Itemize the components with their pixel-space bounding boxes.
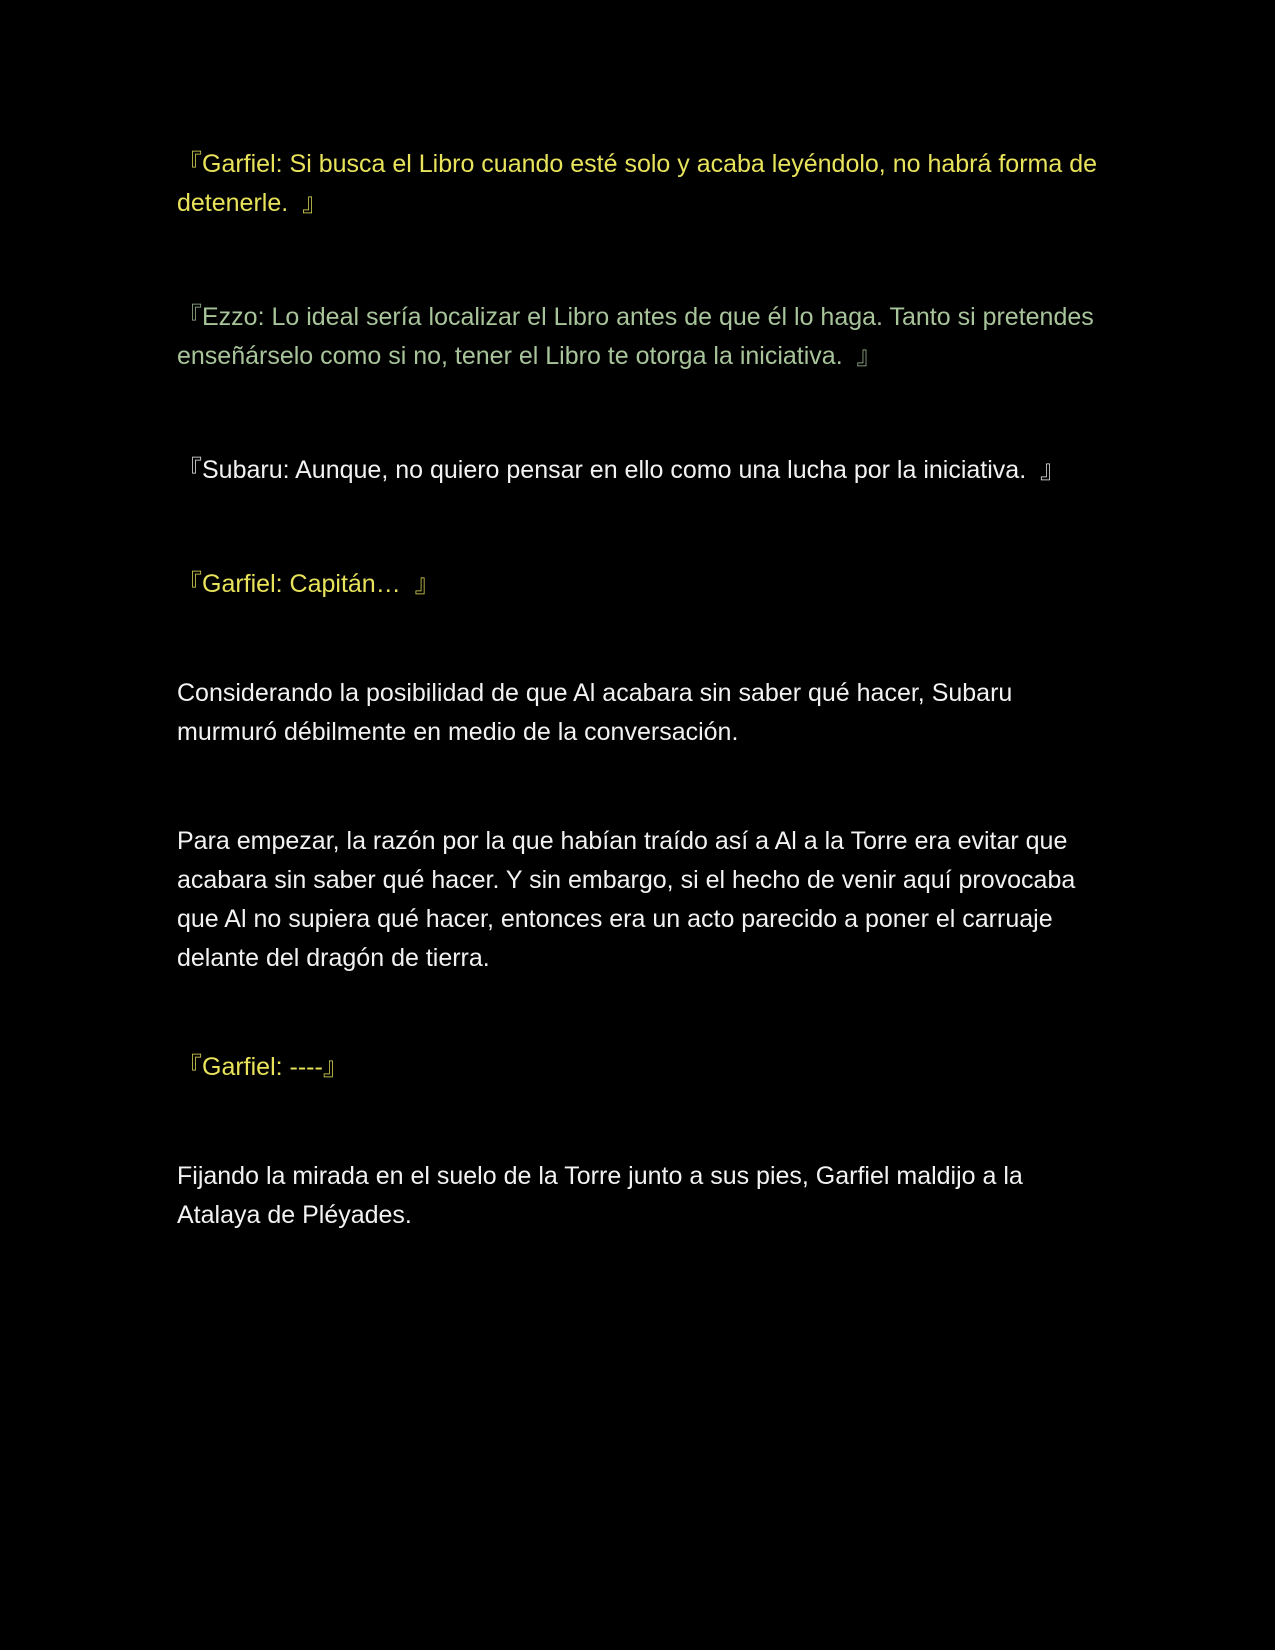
dialogue-garfiel: 『Garfiel: ----』 [177,1053,348,1081]
narration-paragraph: Considerando la posibilidad de que Al acabara sin saber qué hacer, Subaru murmuró débilmente en medio de la conversación. [177,679,1020,746]
dialogue-garfiel: 『Garfiel: Capitán… 』 [177,570,440,598]
dialogue-ezzo: 『Ezzo: Lo ideal sería localizar el Libro antes de que él lo haga. Tanto si pretendes enseñárselo como si no, tener el Libro te otorga la iniciativa. 』 [177,303,1101,370]
dialogue-garfiel: 『Garfiel: Si busca el Libro cuando esté solo y acaba leyéndolo, no habrá forma de detenerle. 』 [177,150,1104,217]
narration-paragraph: Para empezar, la razón por la que habían traído así a Al a la Torre era evitar que acabara sin saber qué hacer. Y sin embargo, si el hecho de venir aquí provocaba que Al no supiera qué hacer, entonces era un acto parecido a poner el carruaje delante del dragón de tierra. [177,827,1083,972]
dialogue-subaru: 『Subaru: Aunque, no quiero pensar en ello como una lucha por la iniciativa. 』 [177,456,1066,484]
document-page [177,145,1102,1235]
narration-paragraph: Fijando la mirada en el suelo de la Torre junto a sus pies, Garfiel maldijo a la Atalaya de Pléyades. [177,1162,1029,1229]
